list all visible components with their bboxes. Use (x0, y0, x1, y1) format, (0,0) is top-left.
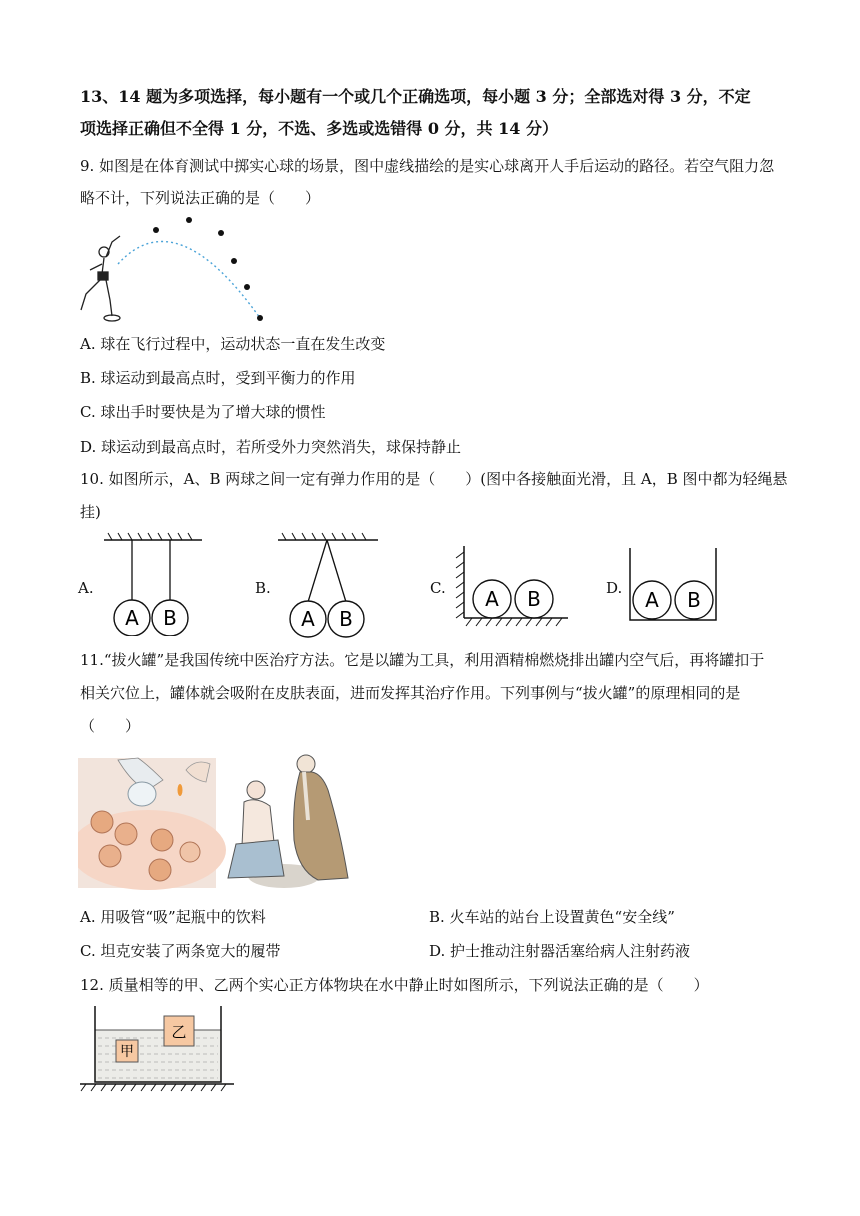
q11-option-c: C. 坦克安装了两条宽大的履带 (80, 942, 281, 960)
q10-figure-b (276, 528, 386, 638)
ball-b-label: B (687, 588, 701, 612)
ball-b-label: B (527, 587, 541, 611)
section-instructions-line2: 项选择正确但不全得 1 分，不选、多选或选错得 0 分，共 14 分） (80, 119, 558, 138)
section-instructions-line1: 13、14 题为多项选择，每小题有一个或几个正确选项，每小题 3 分；全部选对得 3 分，不定 (80, 87, 751, 106)
q10-label-a: A. (78, 579, 94, 597)
ball-a-label: A (125, 606, 139, 630)
ball-a-label: A (301, 607, 315, 631)
q9-option-d: D. 球运动到最高点时，若所受外力突然消失，球保持静止 (80, 438, 462, 456)
q10-figure-a (100, 530, 210, 636)
ball-position (186, 217, 192, 223)
q9-option-b: B. 球运动到最高点时，受到平衡力的作用 (80, 369, 356, 387)
q10-figure-c (450, 544, 574, 630)
q10-stem-line2: 挂) (80, 503, 101, 521)
athlete-figure (81, 236, 120, 321)
ball-a-label: A (485, 587, 499, 611)
q11-stem-line3: （ ） (80, 717, 141, 735)
ball-a-label: A (645, 588, 659, 612)
q9-stem-line1: 9. 如图是在体育测试中掷实心球的场景，图中虚线描绘的是实心球离开人手后运动的路径。若空气阻力忽 (80, 157, 775, 175)
q11-stem-line1: 11.“拔火罐”是我国传统中医治疗方法。它是以罐为工具，利用酒精棉燃烧排出罐内空气后，再将罐扣于 (80, 651, 765, 669)
q9-option-c: C. 球出手时要快是为了增大球的惯性 (80, 403, 326, 421)
ball-position (231, 258, 237, 264)
q11-option-b: B. 火车站的站台上设置黄色“安全线” (429, 908, 675, 926)
q10-label-b: B. (255, 579, 271, 597)
shot-put-figure (76, 212, 276, 332)
q10-label-d: D. (606, 579, 623, 597)
q12-stem: 12. 质量相等的甲、乙两个实心正方体物块在水中静止时如图所示，下列说法正确的是（ ） (80, 976, 709, 994)
trajectory-path (118, 241, 260, 318)
block-yi-label: 乙 (171, 1023, 187, 1041)
ball-b-label: B (163, 606, 177, 630)
water-tank-figure (78, 1002, 238, 1094)
q11-option-d: D. 护士推动注射器活塞给病人注射药液 (429, 942, 691, 960)
q11-option-a: A. 用吸管“吸”起瓶中的饮料 (80, 908, 266, 926)
ball-b-label: B (339, 607, 353, 631)
ball-position (218, 230, 224, 236)
ball-position (153, 227, 159, 233)
ball-position (244, 284, 250, 290)
q9-stem-line2: 略不计，下列说法正确的是（ ） (80, 189, 321, 207)
q10-label-c: C. (430, 579, 446, 597)
ball-position (257, 315, 263, 321)
cupping-illustration (78, 750, 360, 892)
q10-figure-d (626, 546, 726, 626)
q9-option-a: A. 球在飞行过程中，运动状态一直在发生改变 (80, 335, 386, 353)
q11-stem-line2: 相关穴位上，罐体就会吸附在皮肤表面，进而发挥其治疗作用。下列事例与“拔火罐”的原理相同的是 (80, 684, 741, 702)
q10-stem-line1: 10. 如图所示，A、B 两球之间一定有弹力作用的是（ ）(图中各接触面光滑，且 A，B 图中都为轻绳悬 (80, 470, 788, 488)
block-jia-label: 甲 (120, 1044, 134, 1060)
